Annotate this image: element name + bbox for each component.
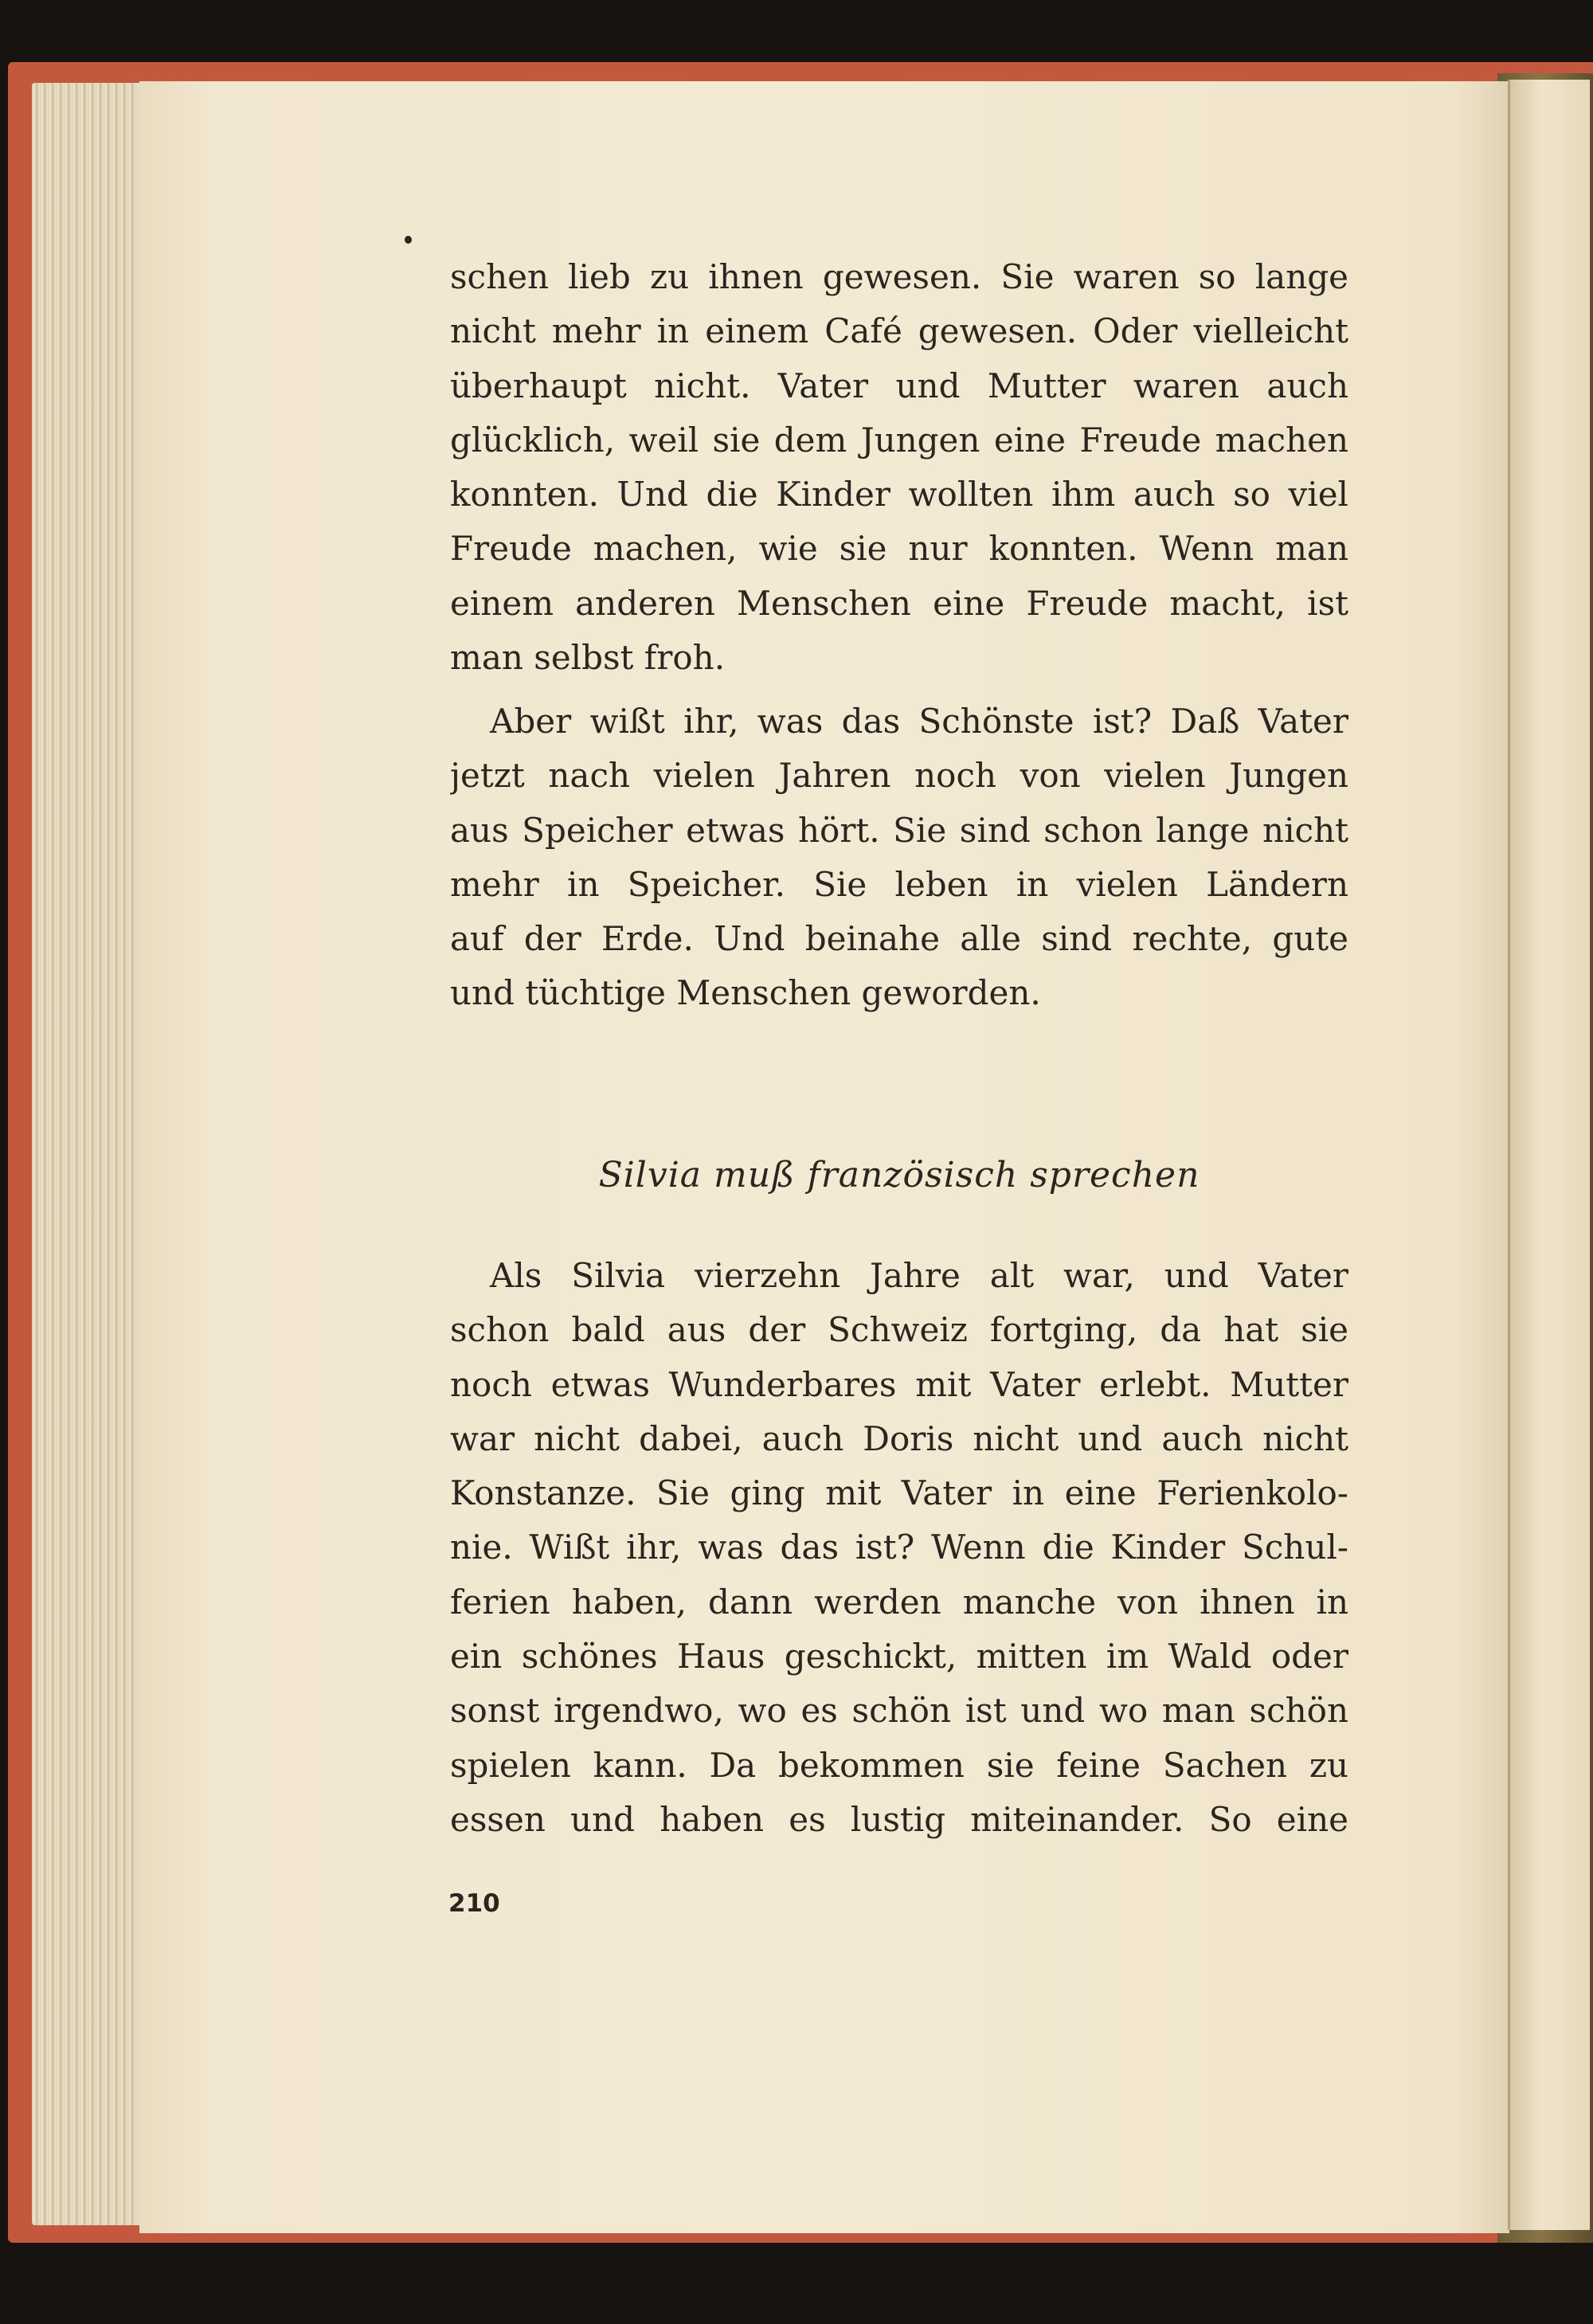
text-line: sonst irgendwo, wo es schön ist und wo man schön [450,1691,1348,1731]
text-line: und tüchtige Menschen geworden. [450,973,1041,1013]
ink-speck [405,236,412,244]
paragraph-3 [450,1249,1348,1847]
text-line: einem anderen Menschen eine Freude macht, ist [450,583,1348,623]
page-number: 210 [448,1889,500,1918]
next-page-edge [1508,80,1590,2230]
text-line: aus Speicher etwas hört. Sie sind schon lange nicht [450,810,1348,850]
page-edges [32,83,153,2225]
text-line: auf der Erde. Und beinahe alle sind rechte, gute [450,919,1348,959]
text-line: schen lieb zu ihnen gewesen. Sie waren so lange [450,257,1348,296]
text-line: mehr in Speicher. Sie leben in vielen Ländern [450,864,1348,904]
text-line: war nicht dabei, auch Doris nicht und auch nicht [450,1418,1348,1458]
text-line: spielen kann. Da bekommen sie feine Sachen zu [450,1745,1348,1785]
text-line: man selbst froh. [450,638,726,678]
text-line: Als Silvia vierzehn Jahre alt war, und Vater [490,1256,1348,1295]
text-line: nicht mehr in einem Café gewesen. Oder vielleicht [450,311,1348,351]
text-line: ein schönes Haus geschickt, mitten im Wald oder [450,1637,1348,1676]
paragraph-2 [450,694,1348,1021]
text-line: Aber wißt ihr, was das Schönste ist? Daß Vater [490,702,1348,741]
text-line: noch etwas Wunderbares mit Vater erlebt. Mutter [450,1364,1348,1404]
paragraph-1 [450,250,1348,685]
text-line: Konstanze. Sie ging mit Vater in eine Ferienkolo- [450,1473,1348,1513]
text-line: Freude machen, wie sie nur konnten. Wenn man [450,529,1348,569]
text-line: konnten. Und die Kinder wollten ihm auch so viel [450,475,1348,514]
text-line: essen und haben es lustig miteinander. So eine [450,1799,1348,1839]
text-line: überhaupt nicht. Vater und Mutter waren auch [450,366,1348,405]
chapter-title: Silvia muß französisch sprechen [598,1155,1200,1195]
text-line: nie. Wißt ihr, was das ist? Wenn die Kinder Schul- [450,1528,1348,1567]
text-line: jetzt nach vielen Jahren noch von vielen Jungen [450,756,1348,796]
text-line: ferien haben, dann werden manche von ihnen in [450,1582,1348,1622]
text-line: schon bald aus der Schweiz fortging, da hat sie [450,1310,1348,1350]
text-line: glücklich, weil sie dem Jungen eine Freude machen [450,420,1348,460]
